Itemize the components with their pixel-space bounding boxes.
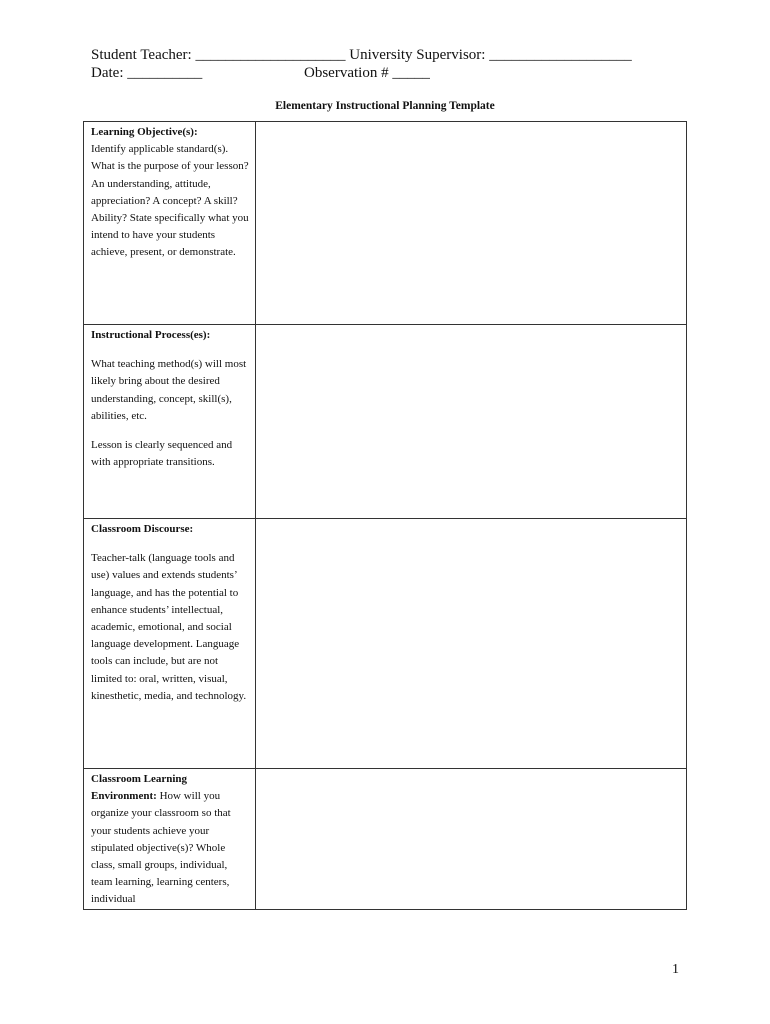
table-row (84, 769, 687, 910)
response-cell[interactable] (256, 519, 687, 769)
instructional-process-text-2: Lesson is clearly sequenced and with appropriate transitions. (91, 439, 233, 469)
page-number: 1 (672, 962, 679, 977)
learning-environment-text: How will you organize your classroom so that your students achieve your stipulated objective(s)? Whole class, small groups, individual, team learning, learning centers, individual (91, 790, 231, 906)
row-label-cell (84, 769, 256, 910)
classroom-discourse-heading: Classroom Discourse: (91, 523, 194, 535)
response-cell[interactable] (256, 325, 687, 519)
instructional-process-text-1: What teaching method(s) will most likely bring about the desired understanding, concept, skill(s), abilities, etc. (91, 358, 247, 422)
response-cell[interactable] (256, 769, 687, 910)
table-row (84, 325, 687, 519)
student-teacher-field: Student Teacher: ____________________ (91, 47, 346, 63)
classroom-discourse-text: Teacher-talk (language tools and use) values and extends students’ language, and has the potential to enhance students’ intellectual, academic, emotional, and social language development. Language tools can include, but are not limited to: oral, written, visual, kinesthetic, media, and technology. (91, 552, 247, 702)
table-row (84, 122, 687, 325)
learning-objective-heading: Learning Objective(s): (91, 126, 198, 138)
table-row (84, 519, 687, 769)
response-cell[interactable] (256, 122, 687, 325)
date-field: Date: __________ (91, 65, 203, 81)
observation-field: Observation # _____ (304, 65, 430, 81)
row-label-cell (84, 519, 256, 769)
page-title: Elementary Instructional Planning Template (275, 100, 495, 112)
instructional-process-heading: Instructional Process(es): (91, 329, 211, 341)
university-supervisor-field: University Supervisor: ___________________ (349, 47, 632, 63)
header-line-1 (91, 47, 632, 64)
planning-table (83, 121, 687, 910)
row-label-cell (84, 325, 256, 519)
learning-environment-heading: Classroom Learning Environment: (91, 773, 188, 803)
row-label-cell (84, 122, 256, 325)
learning-objective-text: Identify applicable standard(s). What is the purpose of your lesson? An understanding, attitude, appreciation? A concept? A skill? Ability? State specifically what you intend to have your students achieve, present, or demonstrate. (91, 143, 249, 259)
